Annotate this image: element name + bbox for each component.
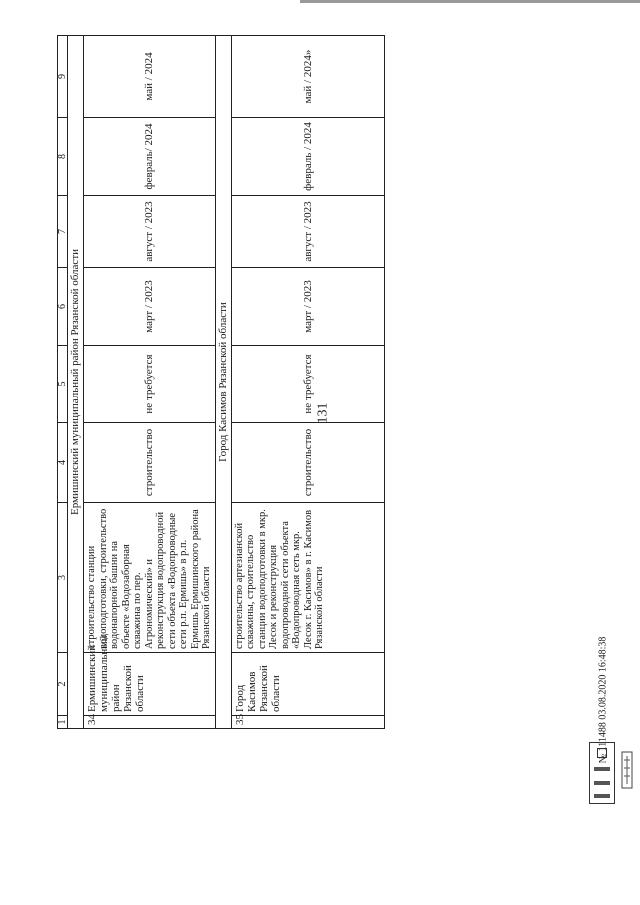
- row-col7: август / 2023: [231, 196, 384, 268]
- col-num-2: 2: [58, 653, 68, 716]
- rotated-table: [57, 36, 362, 729]
- section-header-row: [215, 36, 231, 729]
- row-municipality: Ермишинский муниципальный район Рязанской области: [84, 653, 216, 716]
- emblem-icon: [620, 748, 634, 792]
- col-num-3: 3: [58, 503, 68, 653]
- column-number-row: [58, 36, 68, 729]
- projects-table: [57, 35, 385, 729]
- table-row: [231, 36, 384, 729]
- row-col7: август / 2023: [84, 196, 216, 268]
- registration-text: № 111488 03.08.2020 16:48:38: [597, 636, 609, 764]
- row-work-type: строительство: [231, 423, 384, 503]
- row-description: строительство артезианской скважины, строительство станции водоподготовки в мкр. Лесок и реконструкция водопроводной сети объекта «Водопроводная сеть мкр. Лесок г. Касимов» в г. Касимов Рязанской области: [231, 503, 384, 653]
- table-container: [57, 36, 362, 729]
- section-header-row: [68, 36, 84, 729]
- electronic-stamp: [589, 742, 615, 804]
- row-col6: март / 2023: [84, 268, 216, 346]
- section-title: Город Касимов Рязанской области: [215, 36, 231, 729]
- row-col9: май / 2024»: [231, 36, 384, 118]
- row-work-type: строительство: [84, 423, 216, 503]
- table-row: [84, 36, 216, 729]
- stamp-bar: [594, 794, 610, 798]
- col-num-9: 9: [58, 36, 68, 118]
- row-expertise: не требуется: [231, 346, 384, 423]
- row-description: строительство станции водоподготовки, строительство водонапорной башни на объекте «Водозаборная скважина по пер. Агрономический» и реконструкция водопроводной сети объекта «Водопроводные сети р.п. Ермишь» в р.п. Ермишь Ермишинского района Рязанской области: [84, 503, 216, 653]
- col-num-7: 7: [58, 196, 68, 268]
- row-municipality: Город Касимов Рязанской области: [231, 653, 384, 716]
- col-num-4: 4: [58, 423, 68, 503]
- col-num-1: 1: [58, 716, 68, 729]
- col-num-6: 6: [58, 268, 68, 346]
- section-title: Ермишинский муниципальный район Рязанской области: [68, 36, 84, 729]
- row-col9: май / 2024: [84, 36, 216, 118]
- row-index: 34: [84, 716, 216, 729]
- row-col8: февраль/ 2024: [84, 118, 216, 196]
- stamp-square: [597, 748, 607, 758]
- row-index: 35: [231, 716, 384, 729]
- row-col8: февраль / 2024: [231, 118, 384, 196]
- row-expertise: не требуется: [84, 346, 216, 423]
- col-num-8: 8: [58, 118, 68, 196]
- page-number-text: 131: [315, 402, 330, 424]
- stamp-bar: [594, 767, 610, 771]
- row-col6: март / 2023: [231, 268, 384, 346]
- col-num-5: 5: [58, 346, 68, 423]
- scan-edge: [300, 0, 640, 3]
- stamp-bar: [594, 781, 610, 785]
